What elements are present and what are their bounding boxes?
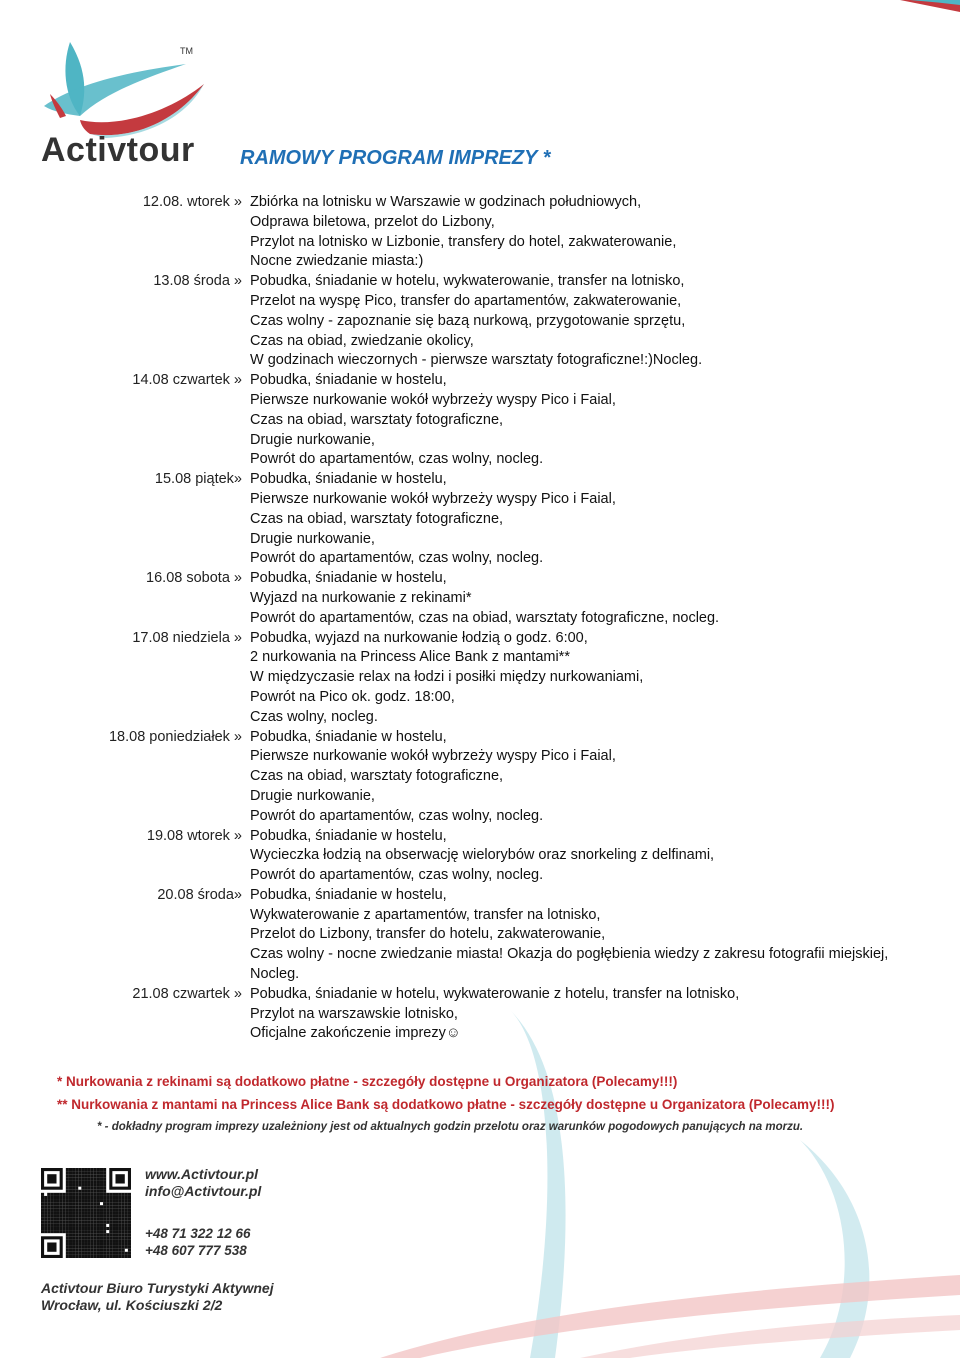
- trademark-mark: TM: [180, 46, 193, 56]
- day-activities: [250, 569, 960, 628]
- activity-line: Pierwsze nurkowanie wokół wybrzeży wyspy Pico i Faial,: [250, 490, 616, 507]
- activity-line: Zbiórka na lotnisku w Warszawie w godzinach południowych,: [250, 194, 642, 210]
- day-label: 14.08 czwartek »: [132, 372, 242, 389]
- day-label: 19.08 wtorek »: [146, 827, 242, 844]
- company-name: Activtour Biuro Turystyki Aktywnej: [41, 1280, 274, 1296]
- activity-line: W godzinach wieczornych - pierwsze warsztaty fotograficzne!:)Nocleg.: [250, 352, 703, 369]
- activity-line: Przelot do Lizbony, transfer do hotelu, zakwaterowanie,: [250, 926, 606, 943]
- activity-line: Pobudka, śniadanie w hotelu, wykwaterowanie, transfer na lotnisko,: [250, 273, 685, 290]
- activity-line: Odprawa biletowa, przelot do Lizbony,: [250, 213, 495, 230]
- activity-line: Pobudka, śniadanie w hotelu, wykwaterowanie z hotelu, transfer na lotnisko,: [250, 985, 740, 1002]
- activity-line: Wycieczka łodzią na obserwację wielorybów oraz snorkeling z delfinami,: [250, 847, 715, 864]
- activity-line: Pobudka, śniadanie w hostelu,: [250, 471, 447, 488]
- day-activities: [250, 886, 960, 985]
- activity-line: W międzyczasie relax na łodzi i posiłki między nurkowaniami,: [250, 669, 644, 686]
- phone-2: +48 607 777 538: [145, 1243, 247, 1258]
- schedule-day: [0, 371, 960, 470]
- day-activities: [250, 985, 960, 1044]
- activity-line: Powrót do apartamentów, czas wolny, nocleg.: [250, 451, 544, 468]
- day-activities: [250, 827, 960, 886]
- phone-1: +48 71 322 12 66: [145, 1226, 251, 1241]
- page-title: RAMOWY PROGRAM IMPREZY *: [240, 147, 551, 169]
- activity-line: Czas na obiad, warsztaty fotograficzne,: [250, 510, 504, 527]
- day-activities: [250, 272, 960, 371]
- company-address: Wrocław, ul. Kościuszki 2/2: [41, 1297, 223, 1313]
- day-activities: [250, 470, 960, 569]
- note-sharks: * Nurkowania z rekinami są dodatkowo płatne - szczegóły dostępne u Organizatora (Polecamy!!!): [57, 1074, 678, 1089]
- brand-wordmark: Activtour: [41, 131, 195, 169]
- activity-line: Pobudka, wyjazd na nurkowanie łodzią o godz. 6:00,: [250, 629, 588, 646]
- activity-line: Powrót na Pico ok. godz. 18:00,: [250, 688, 455, 705]
- day-label: 12.08. wtorek »: [142, 194, 242, 210]
- qr-code-icon: [41, 1168, 131, 1258]
- schedule-day: [0, 569, 960, 628]
- activity-line: Pobudka, śniadanie w hostelu,: [250, 372, 447, 389]
- day-label: 13.08 środa »: [153, 273, 242, 290]
- activity-line: Czas wolny, nocleg.: [250, 708, 378, 725]
- activity-line: Drugie nurkowanie,: [250, 431, 375, 448]
- website-link[interactable]: www.Activtour.pl: [145, 1166, 259, 1182]
- activity-line: Nocne zwiedzanie miasta:): [250, 253, 424, 270]
- activity-line: Drugie nurkowanie,: [250, 787, 375, 804]
- activity-line: Czas wolny - nocne zwiedzanie miasta! Okazja do pogłębienia wiedzy z zakresu fotografii miejskiej,: [250, 946, 889, 963]
- activity-line: Nocleg.: [250, 966, 300, 983]
- schedule: [0, 193, 960, 1044]
- activity-line: 2 nurkowania na Princess Alice Bank z mantami**: [250, 649, 570, 666]
- day-label: 18.08 poniedziałek »: [108, 728, 242, 745]
- activity-line: Pobudka, śniadanie w hostelu,: [250, 728, 447, 745]
- activity-line: Pobudka, śniadanie w hostelu,: [250, 886, 447, 903]
- activity-line: Pierwsze nurkowanie wokół wybrzeży wyspy Pico i Faial,: [250, 748, 616, 765]
- activity-line: Powrót do apartamentów, czas wolny, nocleg.: [250, 550, 544, 567]
- activity-line: Pierwsze nurkowanie wokół wybrzeży wyspy Pico i Faial,: [250, 391, 616, 408]
- schedule-day: [0, 728, 960, 827]
- activity-line: Drugie nurkowanie,: [250, 530, 375, 547]
- activity-line: Oficjalne zakończenie imprezy☺: [250, 1025, 461, 1042]
- disclaimer-note: * - dokładny program imprezy uzależniony jest od aktualnych godzin przelotu oraz warunków pogodowych panujących na morzu.: [97, 1121, 804, 1133]
- activity-line: Powrót do apartamentów, czas na obiad, warsztaty fotograficzne, nocleg.: [250, 609, 720, 626]
- swoosh-decoration: [380, 990, 960, 1358]
- activity-line: Powrót do apartamentów, czas wolny, nocleg.: [250, 807, 544, 824]
- schedule-day: [0, 629, 960, 728]
- activity-line: Pobudka, śniadanie w hostelu,: [250, 570, 447, 587]
- activity-line: Czas wolny - zapoznanie się bazą nurkową, przygotowanie sprzętu,: [250, 312, 686, 329]
- schedule-day: [0, 985, 960, 1044]
- corner-decoration: [900, 0, 960, 20]
- day-label: 16.08 sobota »: [146, 570, 242, 587]
- activity-line: Pobudka, śniadanie w hostelu,: [250, 827, 447, 844]
- day-label: 17.08 niedziela »: [132, 629, 242, 646]
- day-activities: [250, 629, 960, 728]
- day-label: 20.08 środa»: [157, 886, 242, 903]
- day-activities: [250, 728, 960, 827]
- day-activities: [250, 371, 960, 470]
- activity-line: Powrót do apartamentów, czas wolny, nocleg.: [250, 867, 544, 884]
- activity-line: Wykwaterowanie z apartamentów, transfer na lotnisko,: [250, 906, 601, 923]
- day-activities: [250, 193, 960, 272]
- schedule-day: [0, 272, 960, 371]
- day-label: 15.08 piątek»: [154, 471, 242, 488]
- activity-line: Czas na obiad, warsztaty fotograficzne,: [250, 411, 504, 428]
- activity-line: Wyjazd na nurkowanie z rekinami*: [250, 589, 472, 606]
- note-mantas: ** Nurkowania z mantami na Princess Alice Bank są dodatkowo płatne - szczegóły dostępne u Organizatora (Polecamy!!!): [57, 1097, 835, 1112]
- schedule-day: [0, 827, 960, 886]
- activity-line: Czas na obiad, zwiedzanie okolicy,: [250, 332, 474, 349]
- email-link[interactable]: info@Activtour.pl: [145, 1183, 262, 1199]
- activity-line: Przylot na warszawskie lotnisko,: [250, 1005, 458, 1022]
- schedule-day: [0, 886, 960, 985]
- day-label: 21.08 czwartek »: [132, 985, 242, 1002]
- activity-line: Przylot na lotnisko w Lizbonie, transfery do hotel, zakwaterowanie,: [250, 233, 677, 250]
- activity-line: Przelot na wyspę Pico, transfer do apartamentów, zakwaterowanie,: [250, 292, 682, 309]
- schedule-day: [0, 470, 960, 569]
- schedule-day: [0, 193, 960, 272]
- activity-line: Czas na obiad, warsztaty fotograficzne,: [250, 768, 504, 785]
